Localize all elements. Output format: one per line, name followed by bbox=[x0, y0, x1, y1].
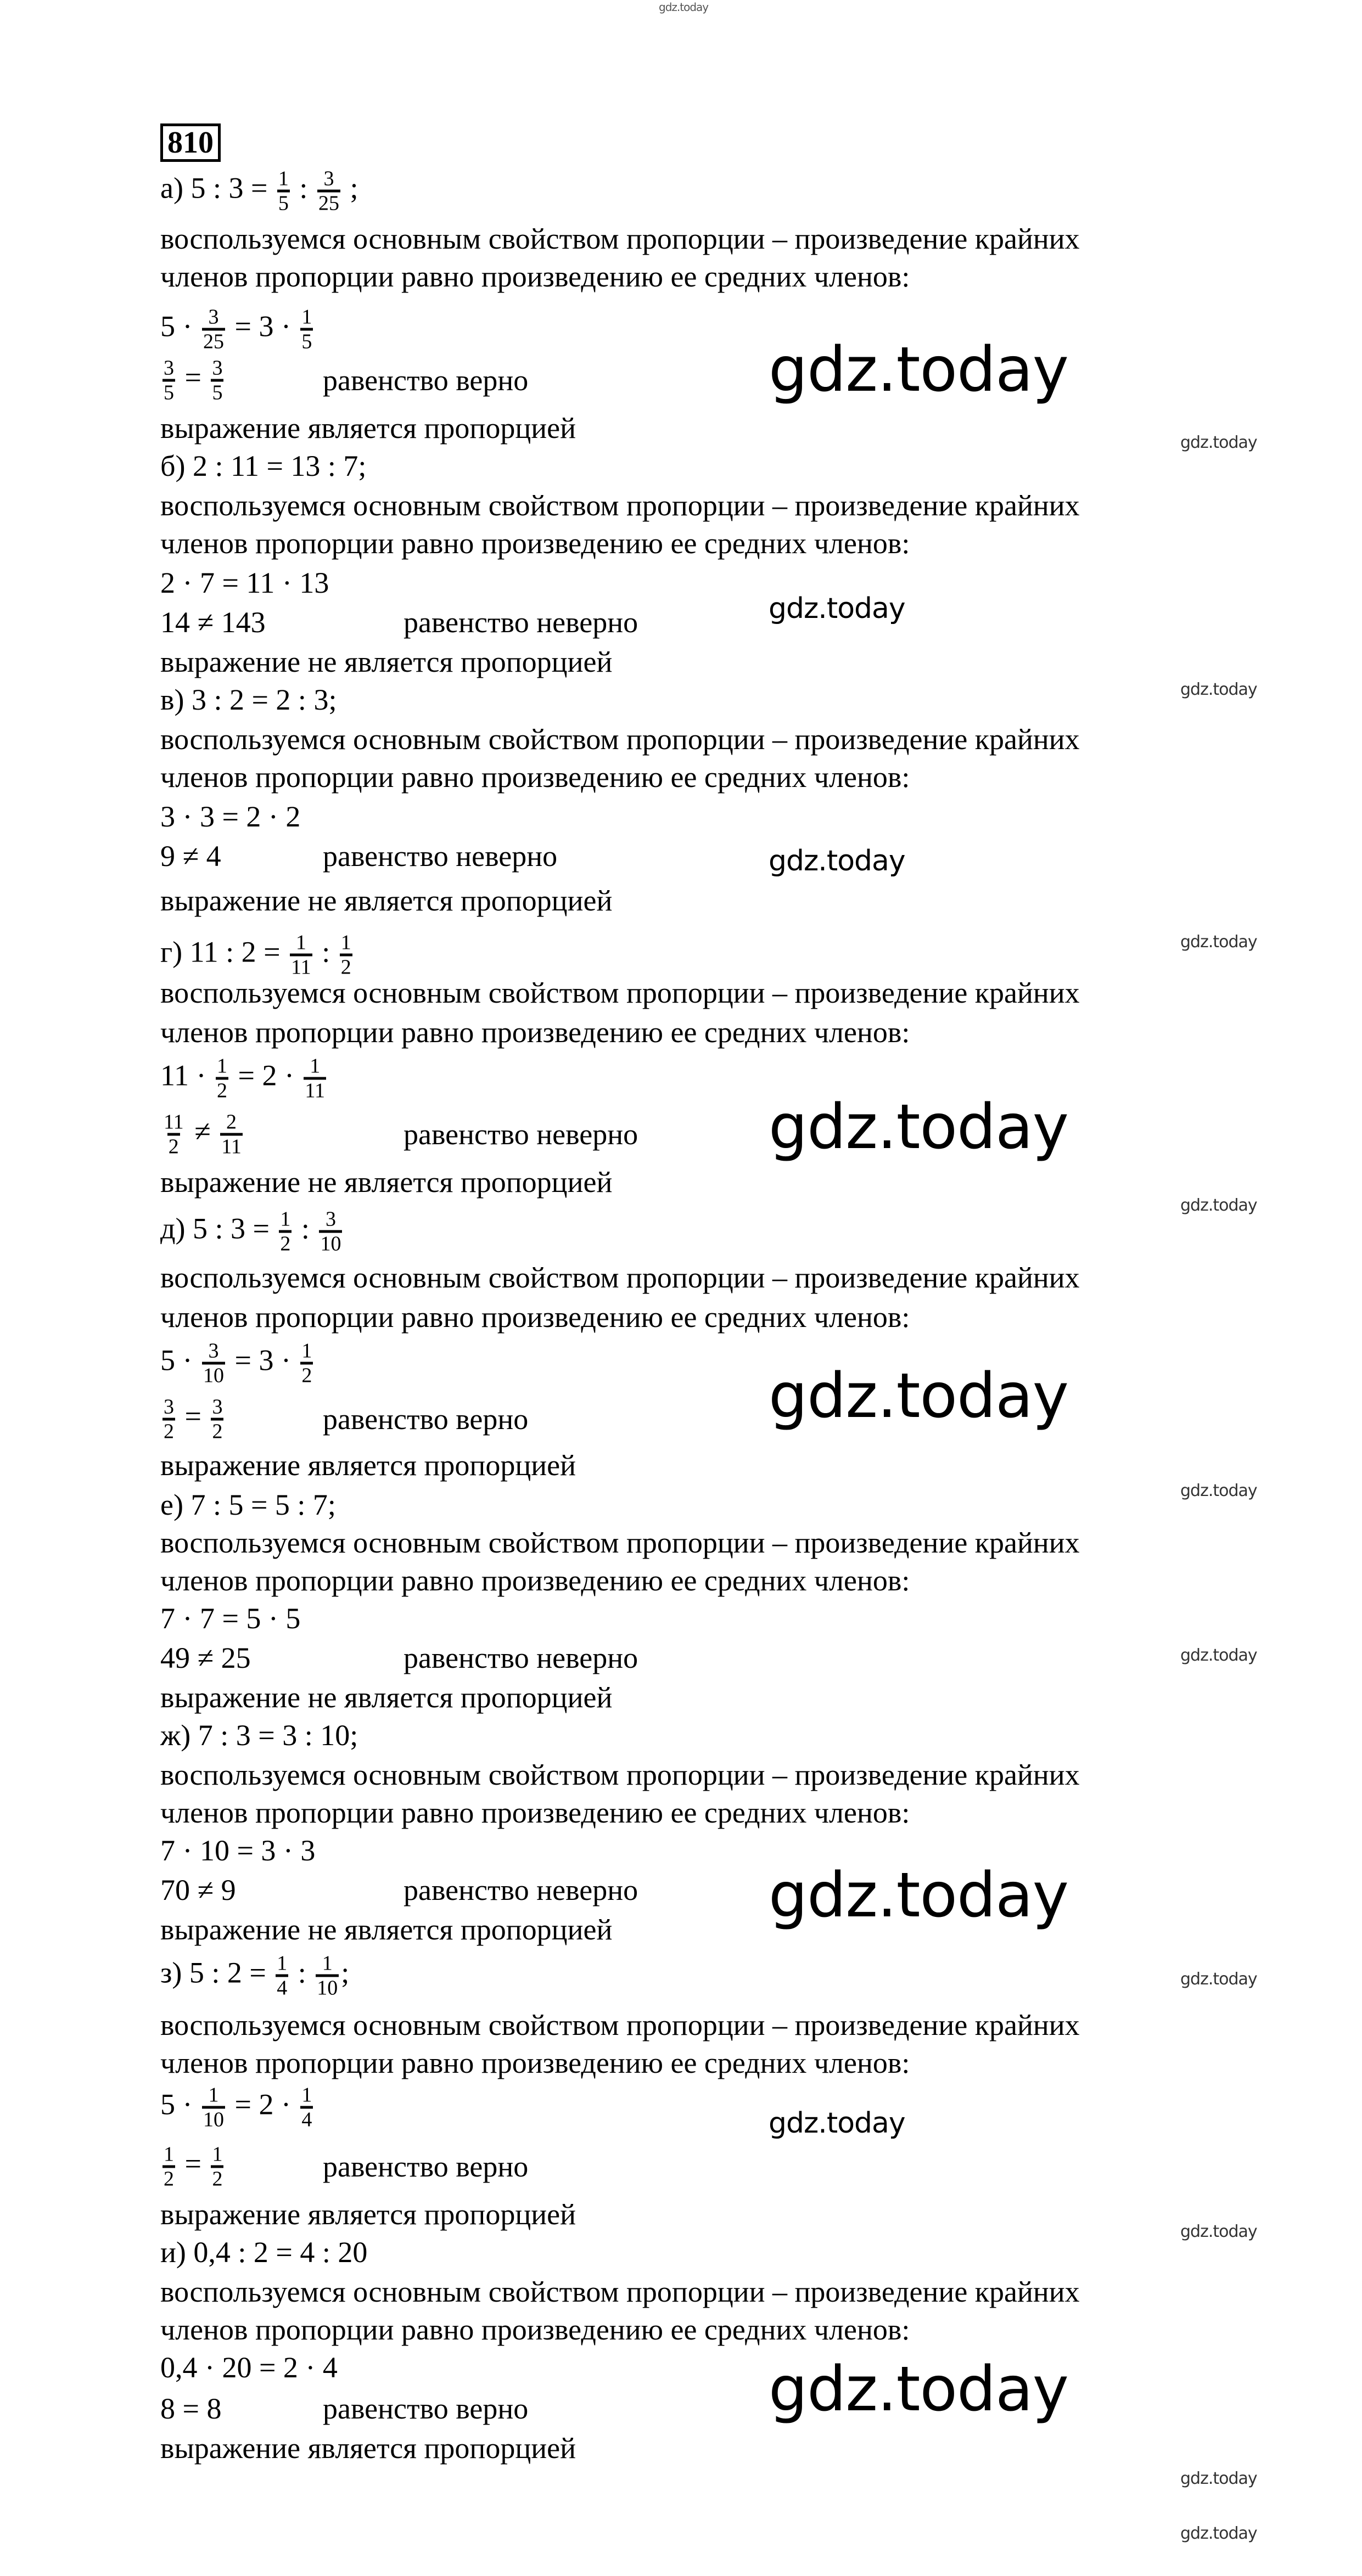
numerator: 1 bbox=[310, 1054, 321, 1078]
part-title bbox=[160, 449, 366, 482]
problem-number: 810 bbox=[160, 123, 221, 162]
numerator: 1 bbox=[301, 2083, 312, 2107]
verdict: равенство верно bbox=[323, 2150, 529, 2183]
watermark-text: gdz.today bbox=[1180, 932, 1257, 952]
intro-line-1: воспользуемся основным свойством пропорции – произведение крайних bbox=[160, 976, 1080, 1009]
math-text: = 3 · bbox=[227, 1343, 299, 1377]
denominator: 4 bbox=[276, 1975, 288, 1999]
denominator: 5 bbox=[277, 190, 290, 215]
denominator: 4 bbox=[300, 2106, 313, 2131]
verdict: равенство неверно bbox=[403, 606, 638, 639]
math-text: 8 = 8 bbox=[160, 2392, 222, 2425]
result bbox=[160, 357, 226, 404]
result bbox=[160, 2144, 226, 2190]
intro-line-1: воспользуемся основным свойством пропорции – произведение крайних bbox=[160, 489, 1080, 522]
part-title bbox=[160, 168, 358, 215]
result bbox=[160, 1641, 251, 1674]
numerator: 3 bbox=[208, 305, 219, 329]
verdict: равенство неверно bbox=[323, 840, 558, 873]
watermark-text: gdz.today bbox=[1180, 2524, 1257, 2543]
math-text: 14 ≠ 143 bbox=[160, 606, 266, 639]
math-text: ; bbox=[342, 171, 358, 205]
fraction bbox=[300, 1340, 313, 1387]
denominator: 10 bbox=[319, 1230, 342, 1255]
math-text: е) 7 : 5 = 5 : 7; bbox=[160, 1488, 336, 1521]
fraction bbox=[300, 306, 313, 353]
math-text: 49 ≠ 25 bbox=[160, 1641, 251, 1674]
fraction bbox=[277, 168, 290, 215]
math-text: 5 · bbox=[160, 2088, 200, 2121]
intro-line-1: воспользуемся основным свойством пропорции – произведение крайних bbox=[160, 1526, 1080, 1559]
verdict: равенство неверно bbox=[403, 1118, 638, 1151]
watermark-text: gdz.today bbox=[1180, 680, 1257, 699]
calculation bbox=[160, 800, 300, 833]
result bbox=[160, 2392, 221, 2425]
denominator: 11 bbox=[304, 1077, 326, 1102]
watermark-text: gdz.today bbox=[769, 334, 1069, 406]
fraction bbox=[162, 357, 175, 404]
denominator: 2 bbox=[162, 2166, 175, 2190]
numerator: 1 bbox=[208, 2083, 219, 2107]
watermark-text: gdz.today bbox=[1180, 1970, 1257, 1989]
fraction bbox=[340, 932, 352, 978]
watermark-text: gdz.today bbox=[769, 592, 905, 625]
denominator: 10 bbox=[316, 1975, 339, 1999]
numerator: 2 bbox=[226, 1110, 237, 1134]
math-text: = bbox=[177, 2147, 209, 2180]
watermark-text: gdz.today bbox=[769, 2354, 1069, 2425]
part-title bbox=[160, 932, 355, 978]
intro-line-1: воспользуемся основным свойством пропорции – произведение крайних bbox=[160, 222, 1080, 255]
intro-line-2: членов пропорции равно произведению ее средних членов: bbox=[160, 2313, 910, 2346]
intro-line-2: членов пропорции равно произведению ее средних членов: bbox=[160, 1796, 910, 1829]
intro-line-2: членов пропорции равно произведению ее средних членов: bbox=[160, 527, 910, 560]
numerator: 3 bbox=[164, 1395, 174, 1419]
fraction bbox=[162, 2144, 175, 2190]
math-text: 0,4 · 20 = 2 · 4 bbox=[160, 2351, 338, 2384]
intro-line-1: воспользуемся основным свойством пропорции – произведение крайних bbox=[160, 1261, 1080, 1294]
part-title bbox=[160, 683, 337, 716]
intro-line-2: членов пропорции равно произведению ее средних членов: bbox=[160, 1564, 910, 1597]
part-title bbox=[160, 1953, 349, 1999]
part-title bbox=[160, 1719, 358, 1752]
denominator: 2 bbox=[216, 1077, 228, 1102]
denominator: 5 bbox=[211, 379, 223, 404]
watermark-text: gdz.today bbox=[769, 2107, 905, 2140]
verdict: равенство верно bbox=[323, 1403, 529, 1436]
numerator: 1 bbox=[212, 2142, 223, 2166]
verdict: равенство верно bbox=[323, 2392, 529, 2425]
math-text: = 2 · bbox=[227, 2088, 299, 2121]
math-text: 3 · 3 = 2 · 2 bbox=[160, 800, 301, 833]
calculation bbox=[160, 1340, 315, 1387]
result bbox=[160, 840, 221, 873]
math-text: ж) 7 : 3 = 3 : 10; bbox=[160, 1719, 358, 1752]
watermark-text: gdz.today bbox=[1180, 1646, 1257, 1665]
denominator: 11 bbox=[220, 1133, 243, 1158]
watermark-text: gdz.today bbox=[769, 1092, 1069, 1163]
verdict: равенство неверно bbox=[403, 1641, 638, 1674]
numerator: 3 bbox=[325, 1207, 336, 1231]
calculation bbox=[160, 1055, 328, 1102]
conclusion: выражение не является пропорцией bbox=[160, 1681, 613, 1714]
numerator: 1 bbox=[277, 1951, 288, 1975]
denominator: 2 bbox=[300, 1362, 313, 1387]
fraction bbox=[211, 357, 223, 404]
numerator: 11 bbox=[164, 1110, 184, 1134]
intro-line-2: членов пропорции равно произведению ее средних членов: bbox=[160, 2046, 910, 2079]
calculation bbox=[160, 1602, 300, 1635]
numerator: 1 bbox=[301, 1339, 312, 1363]
denominator: 10 bbox=[202, 1362, 225, 1387]
fraction bbox=[220, 1111, 243, 1158]
math-text: = bbox=[177, 361, 209, 394]
calculation bbox=[160, 566, 329, 599]
math-text: = 3 · bbox=[227, 310, 299, 343]
intro-line-2: членов пропорции равно произведению ее средних членов: bbox=[160, 1016, 910, 1049]
math-text: = 2 · bbox=[230, 1059, 302, 1092]
numerator: 1 bbox=[278, 167, 289, 190]
calculation bbox=[160, 306, 315, 353]
math-text: ≠ bbox=[187, 1115, 218, 1148]
math-text: д) 5 : 3 = bbox=[160, 1212, 277, 1245]
fraction bbox=[279, 1208, 292, 1255]
fraction bbox=[304, 1055, 326, 1102]
verdict: равенство неверно bbox=[403, 1874, 638, 1906]
denominator: 2 bbox=[211, 1418, 223, 1443]
numerator: 1 bbox=[322, 1951, 333, 1975]
denominator: 2 bbox=[211, 2166, 223, 2190]
denominator: 2 bbox=[279, 1230, 292, 1255]
watermark-text: gdz.today bbox=[769, 845, 905, 878]
numerator: 3 bbox=[323, 167, 334, 190]
intro-line-1: воспользуемся основным свойством пропорции – произведение крайних bbox=[160, 2009, 1080, 2041]
conclusion: выражение не является пропорцией bbox=[160, 645, 613, 678]
fraction bbox=[276, 1953, 288, 1999]
watermark-text: gdz.today bbox=[659, 1, 709, 14]
watermark-text: gdz.today bbox=[769, 1360, 1069, 1432]
numerator: 3 bbox=[208, 1339, 219, 1363]
conclusion: выражение является пропорцией bbox=[160, 1449, 576, 1482]
intro-line-2: членов пропорции равно произведению ее средних членов: bbox=[160, 260, 910, 293]
fraction bbox=[202, 2084, 225, 2131]
numerator: 3 bbox=[212, 1395, 223, 1419]
result bbox=[160, 1111, 245, 1158]
intro-line-1: воспользуемся основным свойством пропорции – произведение крайних bbox=[160, 1758, 1080, 1791]
math-text: 7 · 7 = 5 · 5 bbox=[160, 1602, 301, 1635]
numerator: 1 bbox=[280, 1207, 291, 1231]
fraction bbox=[216, 1055, 228, 1102]
math-text: 5 · bbox=[160, 1343, 200, 1377]
intro-line-1: воспользуемся основным свойством пропорции – произведение крайних bbox=[160, 723, 1080, 756]
watermark-text: gdz.today bbox=[1180, 1196, 1257, 1215]
denominator: 5 bbox=[162, 379, 175, 404]
fraction bbox=[162, 1111, 185, 1158]
math-text: = bbox=[177, 1399, 209, 1433]
result bbox=[160, 1396, 226, 1443]
denominator: 11 bbox=[290, 954, 312, 978]
denominator: 2 bbox=[340, 954, 352, 978]
math-text: и) 0,4 : 2 = 4 : 20 bbox=[160, 2236, 368, 2269]
math-text: 9 ≠ 4 bbox=[160, 840, 221, 873]
numerator: 3 bbox=[164, 356, 174, 380]
numerator: 1 bbox=[216, 1054, 227, 1078]
denominator: 2 bbox=[162, 1418, 175, 1443]
math-text: : bbox=[294, 1212, 317, 1245]
intro-line-2: членов пропорции равно произведению ее средних членов: bbox=[160, 761, 910, 794]
part-title bbox=[160, 1208, 344, 1255]
math-text: : bbox=[292, 171, 315, 205]
math-text: 70 ≠ 9 bbox=[160, 1874, 236, 1906]
conclusion: выражение является пропорцией bbox=[160, 2198, 576, 2231]
watermark-text: gdz.today bbox=[1180, 2222, 1257, 2241]
calculation bbox=[160, 1834, 315, 1867]
fraction bbox=[319, 1208, 342, 1255]
conclusion: выражение является пропорцией bbox=[160, 412, 576, 445]
intro-line-2: членов пропорции равно произведению ее средних членов: bbox=[160, 1301, 910, 1334]
watermark-text: gdz.today bbox=[769, 1860, 1069, 1931]
fraction bbox=[202, 1340, 225, 1387]
calculation bbox=[160, 2084, 315, 2131]
watermark-text: gdz.today bbox=[1180, 2469, 1257, 2488]
math-text: 7 · 10 = 3 · 3 bbox=[160, 1834, 316, 1867]
math-text: 11 · bbox=[160, 1059, 214, 1092]
fraction bbox=[202, 306, 225, 353]
conclusion: выражение является пропорцией bbox=[160, 2432, 576, 2465]
intro-line-1: воспользуемся основным свойством пропорции – произведение крайних bbox=[160, 2275, 1080, 2308]
watermark-text: gdz.today bbox=[1180, 1481, 1257, 1500]
result bbox=[160, 606, 266, 639]
math-text: в) 3 : 2 = 2 : 3; bbox=[160, 683, 337, 716]
numerator: 1 bbox=[295, 931, 306, 954]
watermark-text: gdz.today bbox=[1180, 433, 1257, 452]
math-text: : bbox=[290, 1956, 314, 1989]
fraction bbox=[290, 932, 312, 978]
numerator: 1 bbox=[301, 305, 312, 329]
math-text: 2 · 7 = 11 · 13 bbox=[160, 566, 329, 599]
fraction bbox=[300, 2084, 313, 2131]
part-title bbox=[160, 1488, 336, 1521]
math-text: 5 · bbox=[160, 310, 200, 343]
result bbox=[160, 1874, 236, 1906]
conclusion: выражение не является пропорцией bbox=[160, 1913, 613, 1946]
math-text: ; bbox=[341, 1956, 350, 1989]
math-text: з) 5 : 2 = bbox=[160, 1956, 274, 1989]
numerator: 1 bbox=[164, 2142, 174, 2166]
conclusion: выражение не является пропорцией bbox=[160, 884, 613, 917]
fraction bbox=[162, 1396, 175, 1443]
denominator: 25 bbox=[317, 190, 340, 215]
part-title bbox=[160, 2236, 367, 2269]
denominator: 5 bbox=[300, 328, 313, 353]
math-text: б) 2 : 11 = 13 : 7; bbox=[160, 449, 367, 482]
math-text: г) 11 : 2 = bbox=[160, 935, 288, 969]
numerator: 3 bbox=[212, 356, 223, 380]
conclusion: выражение не является пропорцией bbox=[160, 1166, 613, 1199]
fraction bbox=[316, 1953, 339, 1999]
fraction bbox=[211, 2144, 223, 2190]
numerator: 1 bbox=[340, 931, 351, 954]
fraction bbox=[317, 168, 340, 215]
verdict: равенство верно bbox=[323, 364, 529, 397]
math-text: а) 5 : 3 = bbox=[160, 171, 275, 205]
math-text: : bbox=[314, 935, 338, 969]
fraction bbox=[211, 1396, 223, 1443]
denominator: 2 bbox=[167, 1133, 180, 1158]
denominator: 10 bbox=[202, 2106, 225, 2131]
denominator: 25 bbox=[202, 328, 225, 353]
calculation bbox=[160, 2351, 338, 2384]
